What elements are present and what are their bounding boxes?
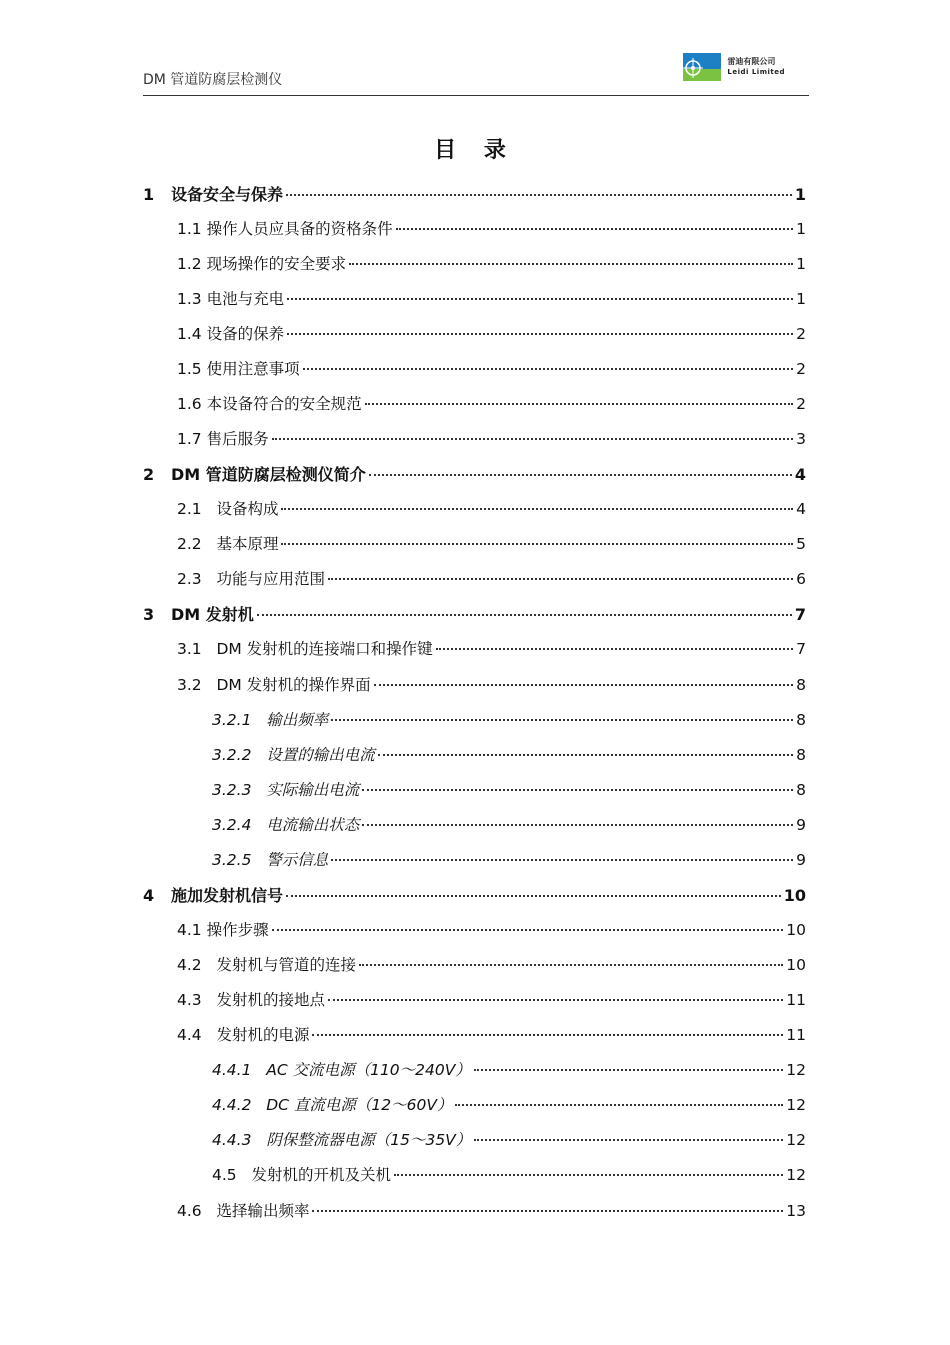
toc-entry[interactable] [143, 462, 806, 486]
toc-entry-title: DM 发射机 [171, 605, 254, 624]
toc-entry-page: 10 [783, 886, 806, 905]
toc-entry-title: 售后服务 [206, 430, 269, 448]
toc-entry-title: DM 发射机的操作界面 [216, 676, 371, 694]
toc-entry[interactable] [177, 322, 806, 346]
toc-entry-number: 2 [143, 465, 155, 484]
toc-entry-number: 4.3 [177, 991, 202, 1009]
toc-entry-page: 12 [786, 1096, 806, 1114]
toc-entry[interactable] [177, 988, 806, 1012]
toc-entry-page: 8 [796, 781, 806, 799]
company-name-cn: 雷迪有限公司 [727, 57, 776, 66]
toc-leader-dots [362, 789, 793, 791]
toc-entry[interactable] [177, 427, 806, 451]
toc-leader-dots [365, 403, 794, 405]
toc-entry[interactable] [143, 182, 806, 206]
toc-entry[interactable] [177, 1199, 806, 1223]
toc-entry-title: DM 发射机的连接端口和操作键 [216, 640, 433, 658]
toc-entry-number: 3.2.5 [212, 851, 252, 869]
toc-entry[interactable] [212, 813, 806, 837]
toc-entry-page: 9 [796, 816, 806, 834]
toc-entry-page: 5 [796, 535, 806, 553]
leidi-logo-icon [683, 53, 721, 81]
toc-entry-title: 发射机与管道的连接 [216, 956, 356, 974]
toc-entry[interactable] [177, 637, 806, 661]
toc-entry[interactable] [212, 1093, 806, 1117]
toc-entry-page: 7 [796, 640, 806, 658]
toc-entry-number: 1.3 [177, 290, 202, 308]
toc-entry-number: 3.2.1 [212, 711, 252, 729]
toc-leader-dots [374, 684, 793, 686]
toc-leader-dots [303, 368, 794, 370]
toc-entry[interactable] [177, 673, 806, 697]
toc-entry-page: 8 [796, 711, 806, 729]
toc-entry-page: 12 [786, 1061, 806, 1079]
toc-leader-dots [394, 1174, 783, 1176]
toc-entry-title: 基本原理 [216, 535, 279, 553]
toc-entry-number: 1.1 [177, 220, 202, 238]
toc-entry-number: 3.2.2 [212, 746, 252, 764]
toc-entry-number: 2.3 [177, 570, 202, 588]
toc-entry-page: 8 [796, 676, 806, 694]
company-logo [683, 53, 785, 81]
toc-entry-page: 12 [786, 1166, 806, 1184]
toc-entry-title: 阴保整流器电源（15～35V） [266, 1131, 472, 1149]
toc-entry-title: 使用注意事项 [206, 360, 300, 378]
toc-entry-title: 电池与充电 [206, 290, 285, 308]
toc-entry-title: 功能与应用范围 [216, 570, 325, 588]
toc-entry-page: 4 [794, 465, 806, 484]
toc-entry-title: 操作人员应具备的资格条件 [206, 220, 393, 238]
toc-leader-dots [362, 824, 793, 826]
toc-entry-title: 设置的输出电流 [266, 746, 375, 764]
toc-entry-page: 10 [786, 956, 806, 974]
toc-leader-dots [281, 543, 793, 545]
toc-entry[interactable] [177, 357, 806, 381]
toc-entry[interactable] [177, 497, 806, 521]
toc-leader-dots [331, 859, 793, 861]
toc-entry-title: 现场操作的安全要求 [206, 255, 347, 273]
toc-leader-dots [349, 263, 793, 265]
toc-entry[interactable] [177, 392, 806, 416]
header-title: DM 管道防腐层检测仪 [143, 72, 283, 88]
toc-entry-page: 6 [796, 570, 806, 588]
toc-entry[interactable] [177, 532, 806, 556]
toc-leader-dots [257, 614, 792, 616]
toc-entry-number: 4.4.3 [212, 1131, 252, 1149]
toc-entry-title: 实际输出电流 [266, 781, 360, 799]
toc-leader-dots [287, 298, 793, 300]
toc-entry-number: 4.4 [177, 1026, 202, 1044]
toc-entry-number: 1.5 [177, 360, 202, 378]
toc-leader-dots [272, 929, 784, 931]
toc-leader-dots [396, 228, 794, 230]
toc-entry-number: 4 [143, 886, 155, 905]
toc-entry-number: 3.2.3 [212, 781, 252, 799]
toc-leader-dots [286, 194, 792, 196]
toc-leader-dots [359, 964, 783, 966]
toc-leader-dots [474, 1069, 783, 1071]
toc-leader-dots [455, 1104, 783, 1106]
toc-entry-number: 4.4.2 [212, 1096, 252, 1114]
toc-entry-page: 11 [786, 991, 806, 1009]
toc-entry-number: 3 [143, 605, 155, 624]
toc-entry[interactable] [177, 252, 806, 276]
toc-entry-title: 施加发射机信号 [171, 886, 284, 905]
toc-entry-page: 4 [796, 500, 806, 518]
toc-entry-number: 2.2 [177, 535, 202, 553]
toc-leader-dots [331, 719, 793, 721]
toc-entry-title: 发射机的电源 [216, 1026, 310, 1044]
toc-leader-dots [287, 333, 793, 335]
toc-entry[interactable] [177, 1023, 806, 1047]
toc-entry[interactable] [143, 602, 806, 626]
toc-entry-page: 2 [796, 325, 806, 343]
toc-entry[interactable] [212, 1058, 806, 1082]
toc-entry-number: 1.4 [177, 325, 202, 343]
toc-entry-number: 1.2 [177, 255, 202, 273]
toc-entry-title: 设备的保养 [206, 325, 285, 343]
toc-entry-number: 2.1 [177, 500, 202, 518]
toc-leader-dots [272, 438, 794, 440]
toc-entry-title: 设备构成 [216, 500, 279, 518]
toc-leader-dots [474, 1139, 783, 1141]
toc-leader-dots [378, 754, 793, 756]
toc-entry-page: 10 [786, 921, 806, 939]
toc-entry-page: 12 [786, 1131, 806, 1149]
toc-entry-page: 7 [794, 605, 806, 624]
toc-entry-title: 设备安全与保养 [171, 185, 284, 204]
toc-entry-page: 11 [786, 1026, 806, 1044]
toc-entry[interactable] [177, 287, 806, 311]
toc-entry-title: 操作步骤 [206, 921, 269, 939]
toc-entry-title: AC 交流电源（110～240V） [266, 1061, 471, 1079]
toc-entry-number: 3.2 [177, 676, 202, 694]
toc-title: 目 录 [434, 138, 516, 163]
toc-leader-dots [312, 1210, 783, 1212]
toc-leader-dots [328, 578, 793, 580]
page-header [143, 50, 809, 96]
toc-entry-number: 1.6 [177, 395, 202, 413]
toc-leader-dots [369, 474, 792, 476]
toc-entry-page: 13 [786, 1202, 806, 1220]
toc-entry-page: 1 [796, 255, 806, 273]
toc-entry-title: 本设备符合的安全规范 [206, 395, 362, 413]
toc-entry-title: 警示信息 [266, 851, 329, 869]
toc-entry[interactable] [212, 1128, 806, 1152]
toc-entry-page: 9 [796, 851, 806, 869]
toc-entry-page: 2 [796, 360, 806, 378]
toc-entry[interactable] [177, 567, 806, 591]
toc-entry[interactable] [143, 883, 806, 907]
toc-entry-title: 发射机的接地点 [216, 991, 325, 1009]
toc-entry[interactable] [212, 1163, 806, 1187]
toc-entry-title: 电流输出状态 [266, 816, 360, 834]
toc-entry-page: 1 [796, 290, 806, 308]
toc-entry[interactable] [177, 217, 806, 241]
toc-entry-number: 4.2 [177, 956, 202, 974]
toc-entry[interactable] [212, 708, 806, 732]
toc-entry-number: 1 [143, 185, 155, 204]
toc-entry-title: 输出频率 [266, 711, 329, 729]
toc-entry-number: 4.6 [177, 1202, 202, 1220]
toc-entry-number: 4.4.1 [212, 1061, 252, 1079]
toc-leader-dots [436, 648, 793, 650]
toc-leader-dots [286, 895, 781, 897]
toc-entry-title: DC 直流电源（12～60V） [266, 1096, 453, 1114]
toc-entry-title: DM 管道防腐层检测仪简介 [171, 465, 366, 484]
toc-entry-page: 8 [796, 746, 806, 764]
toc-leader-dots [312, 1034, 783, 1036]
toc-entry[interactable] [212, 778, 806, 802]
toc-entry[interactable] [177, 953, 806, 977]
toc-entry-page: 1 [796, 220, 806, 238]
toc-entry-number: 1.7 [177, 430, 202, 448]
toc-entry-number: 3.1 [177, 640, 202, 658]
toc-leader-dots [328, 999, 783, 1001]
toc-entry-number: 4.1 [177, 921, 202, 939]
toc-entry[interactable] [212, 743, 806, 767]
toc-entry[interactable] [212, 848, 806, 872]
toc-entry-title: 发射机的开机及关机 [251, 1166, 391, 1184]
toc-entry-page: 1 [794, 185, 806, 204]
toc-entry-page: 3 [796, 430, 806, 448]
toc-entry[interactable] [177, 918, 806, 942]
toc-entry-title: 选择输出频率 [216, 1202, 310, 1220]
toc-leader-dots [281, 508, 793, 510]
toc-entry-number: 3.2.4 [212, 816, 252, 834]
company-name-en: Leidi Limited [727, 68, 785, 76]
toc-entry-number: 4.5 [212, 1166, 237, 1184]
toc-entry-page: 2 [796, 395, 806, 413]
